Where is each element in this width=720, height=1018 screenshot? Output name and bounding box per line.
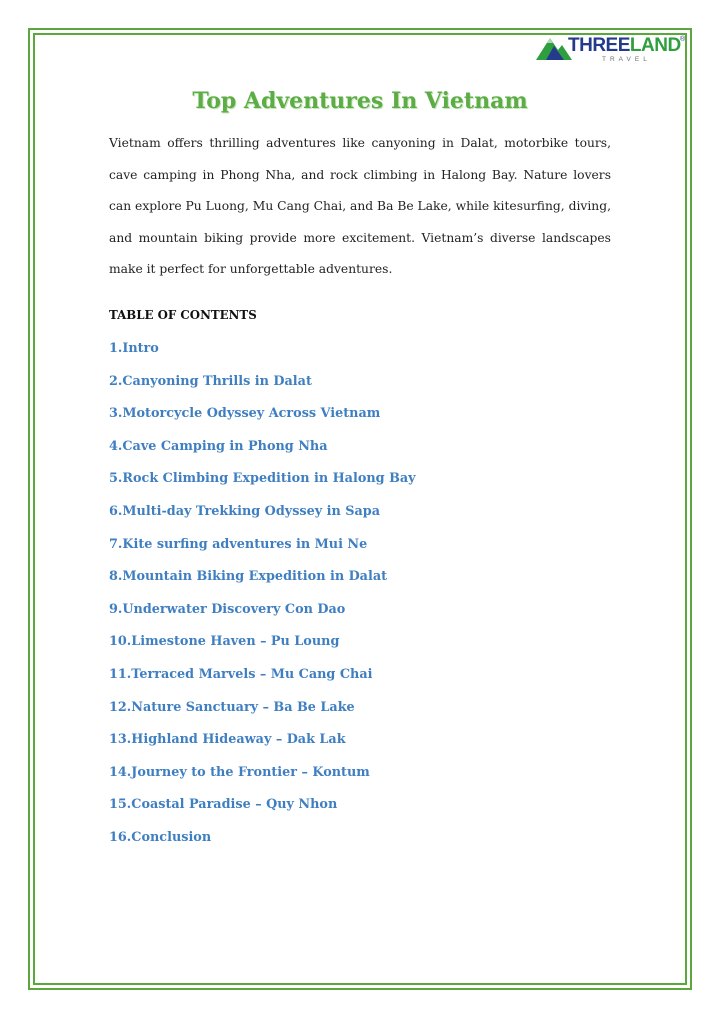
toc-link-intro[interactable]: 1.Intro [109,341,159,356]
toc-link-motorcycle[interactable]: 3.Motorcycle Odyssey Across Vietnam [109,406,381,422]
toc-link-kite-surfing[interactable]: 7.Kite surfing adventures in Mui Ne [109,536,368,552]
toc-link-underwater[interactable]: 9.Underwater Discovery Con Dao [109,601,346,617]
toc-link-limestone[interactable]: 10.Limestone Haven – Pu Loung [109,634,340,650]
toc-link-terraced[interactable]: 11.Terraced Marvels – Mu Cang Chai [109,666,373,682]
toc-link-canyoning[interactable]: 2.Canyoning Thrills in Dalat [109,373,312,389]
toc-heading: TABLE OF CONTENTS [109,308,257,322]
threeland-logo [536,34,686,68]
logo-word-three: THREE [568,35,630,56]
registered-mark: ® [680,36,686,43]
logo-tagline: TRAVEL [602,56,651,63]
toc-link-rock-climbing[interactable]: 5.Rock Climbing Expedition in Halong Bay [109,471,416,487]
logo-wordmark [568,36,681,56]
toc-link-coastal[interactable]: 15.Coastal Paradise – Quy Nhon [109,797,338,813]
toc-link-highland[interactable]: 13.Highland Hideaway – Dak Lak [109,732,346,748]
table-of-contents [109,339,416,861]
mountain-logo-icon [536,34,572,60]
intro-paragraph: Vietnam offers thrilling adventures like canyoning in Dalat, motorbike tours, cave camping in Phong Nha, and rock climbing in Halong Bay. Nature lovers can explore Pu Luong, Mu Cang Chai, and Ba Be Lake, while kitesurfing, diving, and mountain biking provide more excitement. Vietnam’s diverse landscapes make it perfect for unforgettable adventures. [109,136,611,276]
toc-link-conclusion[interactable]: 16.Conclusion [109,829,212,845]
toc-link-mountain-biking[interactable]: 8.Mountain Biking Expedition in Dalat [109,569,388,585]
page-title: Top Adventures In Vietnam [192,88,528,114]
toc-link-cave-camping[interactable]: 4.Cave Camping in Phong Nha [109,438,328,454]
toc-link-trekking[interactable]: 6.Multi-day Trekking Odyssey in Sapa [109,503,381,519]
toc-link-nature-sanctuary[interactable]: 12.Nature Sanctuary – Ba Be Lake [109,699,355,715]
toc-link-frontier[interactable]: 14.Journey to the Frontier – Kontum [109,764,370,780]
logo-word-land: LAND [629,35,681,56]
